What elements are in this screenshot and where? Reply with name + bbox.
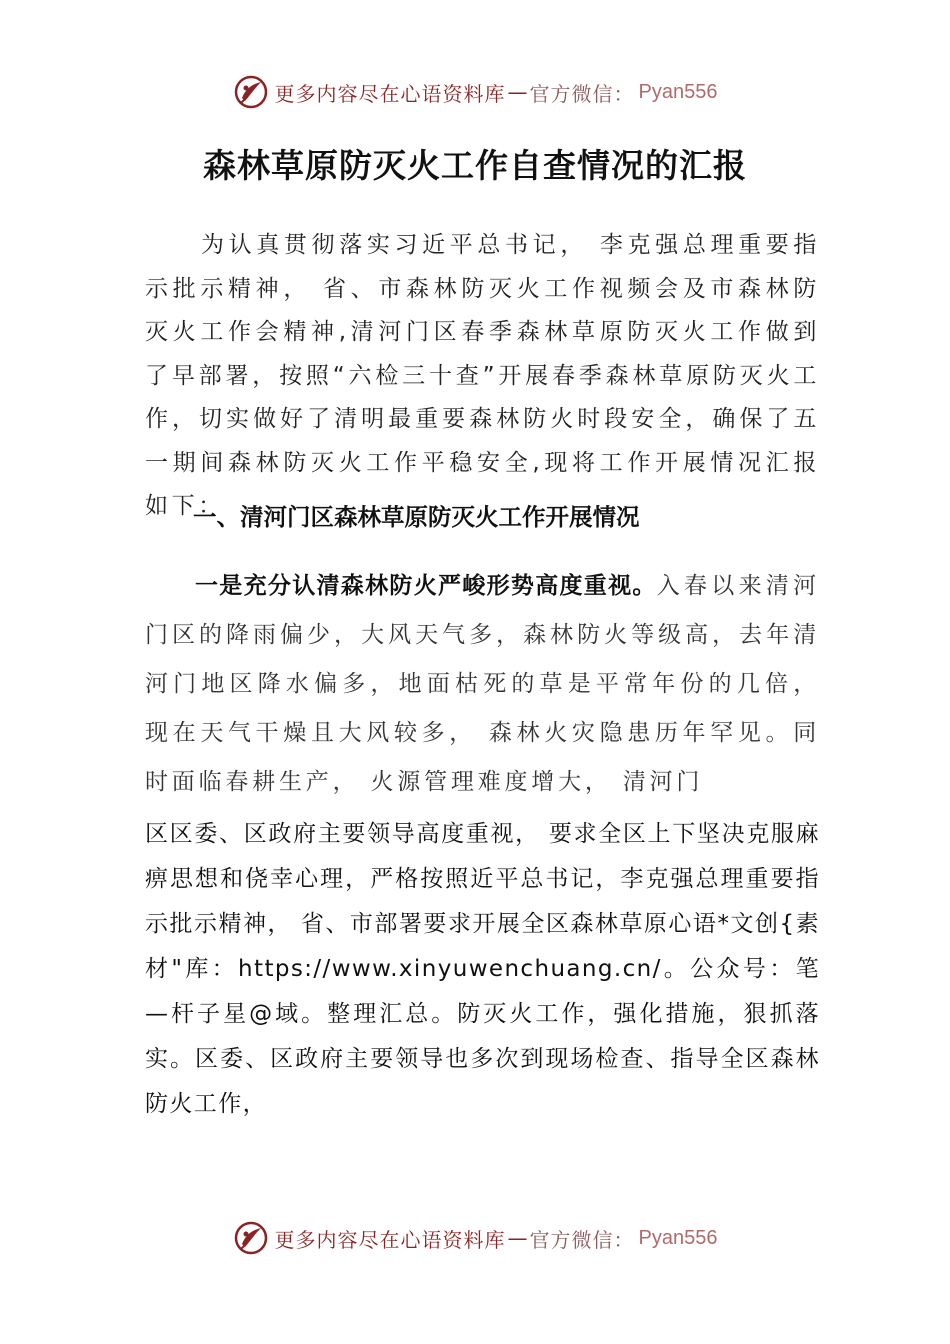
section-heading: 一、清河门区森林草原防灭火工作开展情况 xyxy=(193,503,640,531)
banner-wechat-id: Pyan556 xyxy=(638,80,718,103)
xinyu-logo-icon xyxy=(233,74,269,110)
xinyu-logo-icon xyxy=(233,1220,269,1256)
document-title: 森林草原防灭火工作自查情况的汇报 xyxy=(203,146,747,185)
banner-wechat-id: Pyan556 xyxy=(638,1226,718,1249)
banner-wechat-label: 官方微信： xyxy=(529,81,635,106)
banner-separator: — xyxy=(507,1226,528,1250)
banner-brand-text: 更多内容尽在心语资料库 xyxy=(274,81,506,106)
footer-banner xyxy=(0,1216,950,1260)
intro-paragraph: 为认真贯彻落实习近平总书记， 李克强总理重要指示批示精神， 省、市森林防灭火工作视频会及市森林防灭火工作会精神,清河门区春季森林草原防灭火工作做到了早部署，按照“六检三十查”开展春季森林草原防灭火工作，切实做好了清明最重要森林防火时段安全，确保了五一期间森林防灭火工作平稳安全,现将工作开展情况汇报如下： xyxy=(145,232,820,519)
point1-continued-paragraph: 区区委、区政府主要领导高度重视， 要求全区上下坚决克服麻痹思想和侥幸心理，严格按照近平总书记，李克强总理重要指示批示精神， 省、市部署要求开展全区森林草原心语*文创{素材"库：https://www.xinyuwenchuang.cn/。公众号：笔—杆子星@域。整理汇总。防灭火工作，强化措施，狠抓落实。区委、区政府主要领导也多次到现场检查、指导全区森林防火工作， xyxy=(145,821,820,1117)
banner-wechat-label: 官方微信： xyxy=(529,1227,635,1252)
banner-separator: — xyxy=(507,80,528,104)
point1-lead: 一是充分认清森林防火严峻形势高度重视。 xyxy=(195,573,657,599)
banner-brand-text: 更多内容尽在心语资料库 xyxy=(274,1227,506,1252)
point1-text: 入春以来清河门区的降雨偏少，大风天气多，森林防火等级高，去年清河门地区降水偏多，地面枯死的草是平常年份的几倍， 现在天气干燥且大风较多， 森林火灾隐患历年罕见。同时面临春耕生产， 火源管理难度增大， 清河门 xyxy=(145,573,820,795)
header-banner xyxy=(0,70,950,114)
point1-paragraph xyxy=(145,562,820,807)
